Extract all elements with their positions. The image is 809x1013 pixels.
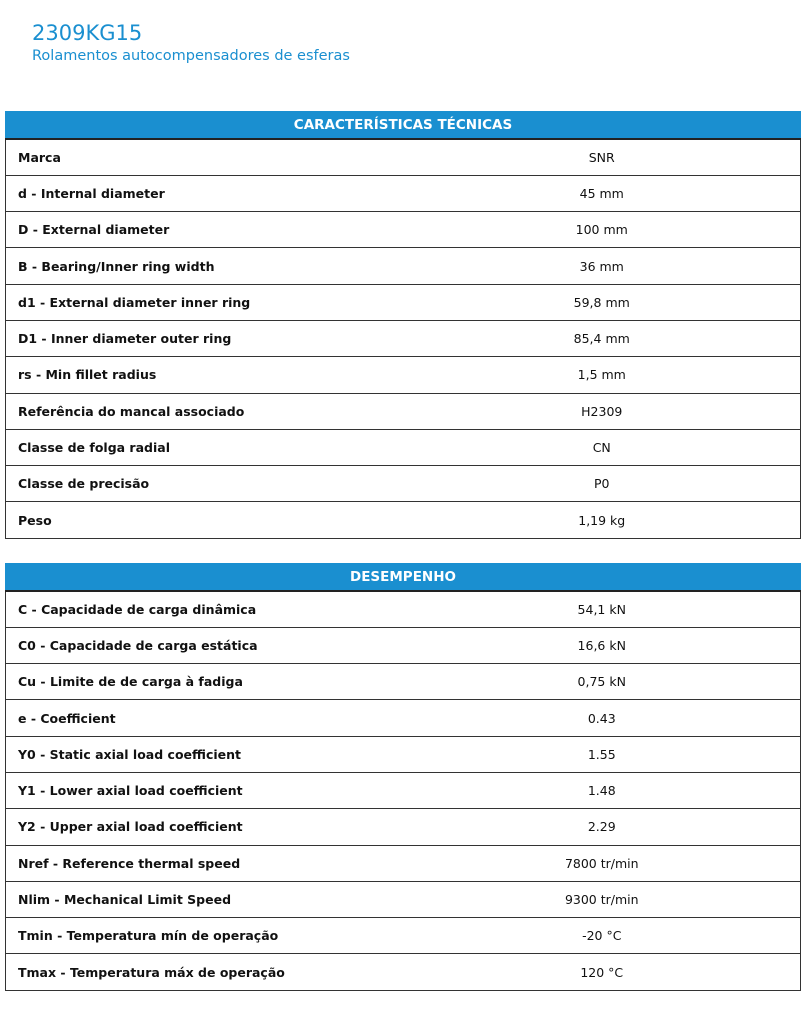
row-value: 36 mm [404, 248, 801, 284]
row-label: rs - Min fillet radius [6, 357, 404, 393]
row-value: 0,75 kN [404, 664, 801, 700]
table-row [6, 139, 801, 175]
row-value: 120 °C [404, 954, 801, 990]
section-title-technical: CARACTERÍSTICAS TÉCNICAS [6, 112, 801, 140]
row-value: 1,5 mm [404, 357, 801, 393]
product-header [32, 19, 350, 65]
technical-characteristics-table [5, 111, 801, 539]
row-value: 16,6 kN [404, 627, 801, 663]
row-label: Classe de folga radial [6, 429, 404, 465]
row-value: 85,4 mm [404, 320, 801, 356]
table-row [6, 393, 801, 429]
table-row [6, 700, 801, 736]
row-label: B - Bearing/Inner ring width [6, 248, 404, 284]
row-label: Marca [6, 139, 404, 175]
table-row [6, 212, 801, 248]
row-label: D - External diameter [6, 212, 404, 248]
row-value: CN [404, 429, 801, 465]
row-label: Nref - Reference thermal speed [6, 845, 404, 881]
row-value: SNR [404, 139, 801, 175]
row-value: 100 mm [404, 212, 801, 248]
table-header-row [6, 564, 801, 592]
table-row [6, 248, 801, 284]
table-row [6, 736, 801, 772]
row-value: 9300 tr/min [404, 881, 801, 917]
row-label: Y1 - Lower axial load coefficient [6, 772, 404, 808]
row-label: d1 - External diameter inner ring [6, 284, 404, 320]
row-label: Classe de precisão [6, 466, 404, 502]
table-row [6, 175, 801, 211]
table-row [6, 954, 801, 990]
row-label: Tmax - Temperatura máx de operação [6, 954, 404, 990]
table-row [6, 429, 801, 465]
table-row [6, 627, 801, 663]
row-label: C - Capacidade de carga dinâmica [6, 591, 404, 627]
row-value: H2309 [404, 393, 801, 429]
row-value: 1,19 kg [404, 502, 801, 538]
table-row [6, 502, 801, 538]
performance-table [5, 563, 801, 991]
row-label: Y0 - Static axial load coefficient [6, 736, 404, 772]
table-row [6, 664, 801, 700]
row-value: -20 °C [404, 918, 801, 954]
row-value: 1.48 [404, 772, 801, 808]
row-label: Tmin - Temperatura mín de operação [6, 918, 404, 954]
row-label: Y2 - Upper axial load coefficient [6, 809, 404, 845]
row-label: Referência do mancal associado [6, 393, 404, 429]
row-value: 45 mm [404, 175, 801, 211]
row-value: 54,1 kN [404, 591, 801, 627]
row-value: P0 [404, 466, 801, 502]
section-title-performance: DESEMPENHO [6, 564, 801, 592]
row-label: d - Internal diameter [6, 175, 404, 211]
product-subtitle: Rolamentos autocompensadores de esferas [32, 48, 350, 64]
table-row [6, 591, 801, 627]
row-label: e - Coefficient [6, 700, 404, 736]
table-row [6, 357, 801, 393]
row-label: D1 - Inner diameter outer ring [6, 320, 404, 356]
row-value: 0.43 [404, 700, 801, 736]
table-row [6, 284, 801, 320]
row-value: 1.55 [404, 736, 801, 772]
row-value: 59,8 mm [404, 284, 801, 320]
product-code: 2309KG15 [32, 21, 143, 45]
table-row [6, 772, 801, 808]
table-row [6, 918, 801, 954]
row-label: Cu - Limite de de carga à fadiga [6, 664, 404, 700]
table-row [6, 809, 801, 845]
table-header-row [6, 112, 801, 140]
row-value: 2.29 [404, 809, 801, 845]
table-row [6, 320, 801, 356]
row-label: C0 - Capacidade de carga estática [6, 627, 404, 663]
row-value: 7800 tr/min [404, 845, 801, 881]
row-label: Nlim - Mechanical Limit Speed [6, 881, 404, 917]
table-row [6, 881, 801, 917]
table-row [6, 845, 801, 881]
table-row [6, 466, 801, 502]
row-label: Peso [6, 502, 404, 538]
